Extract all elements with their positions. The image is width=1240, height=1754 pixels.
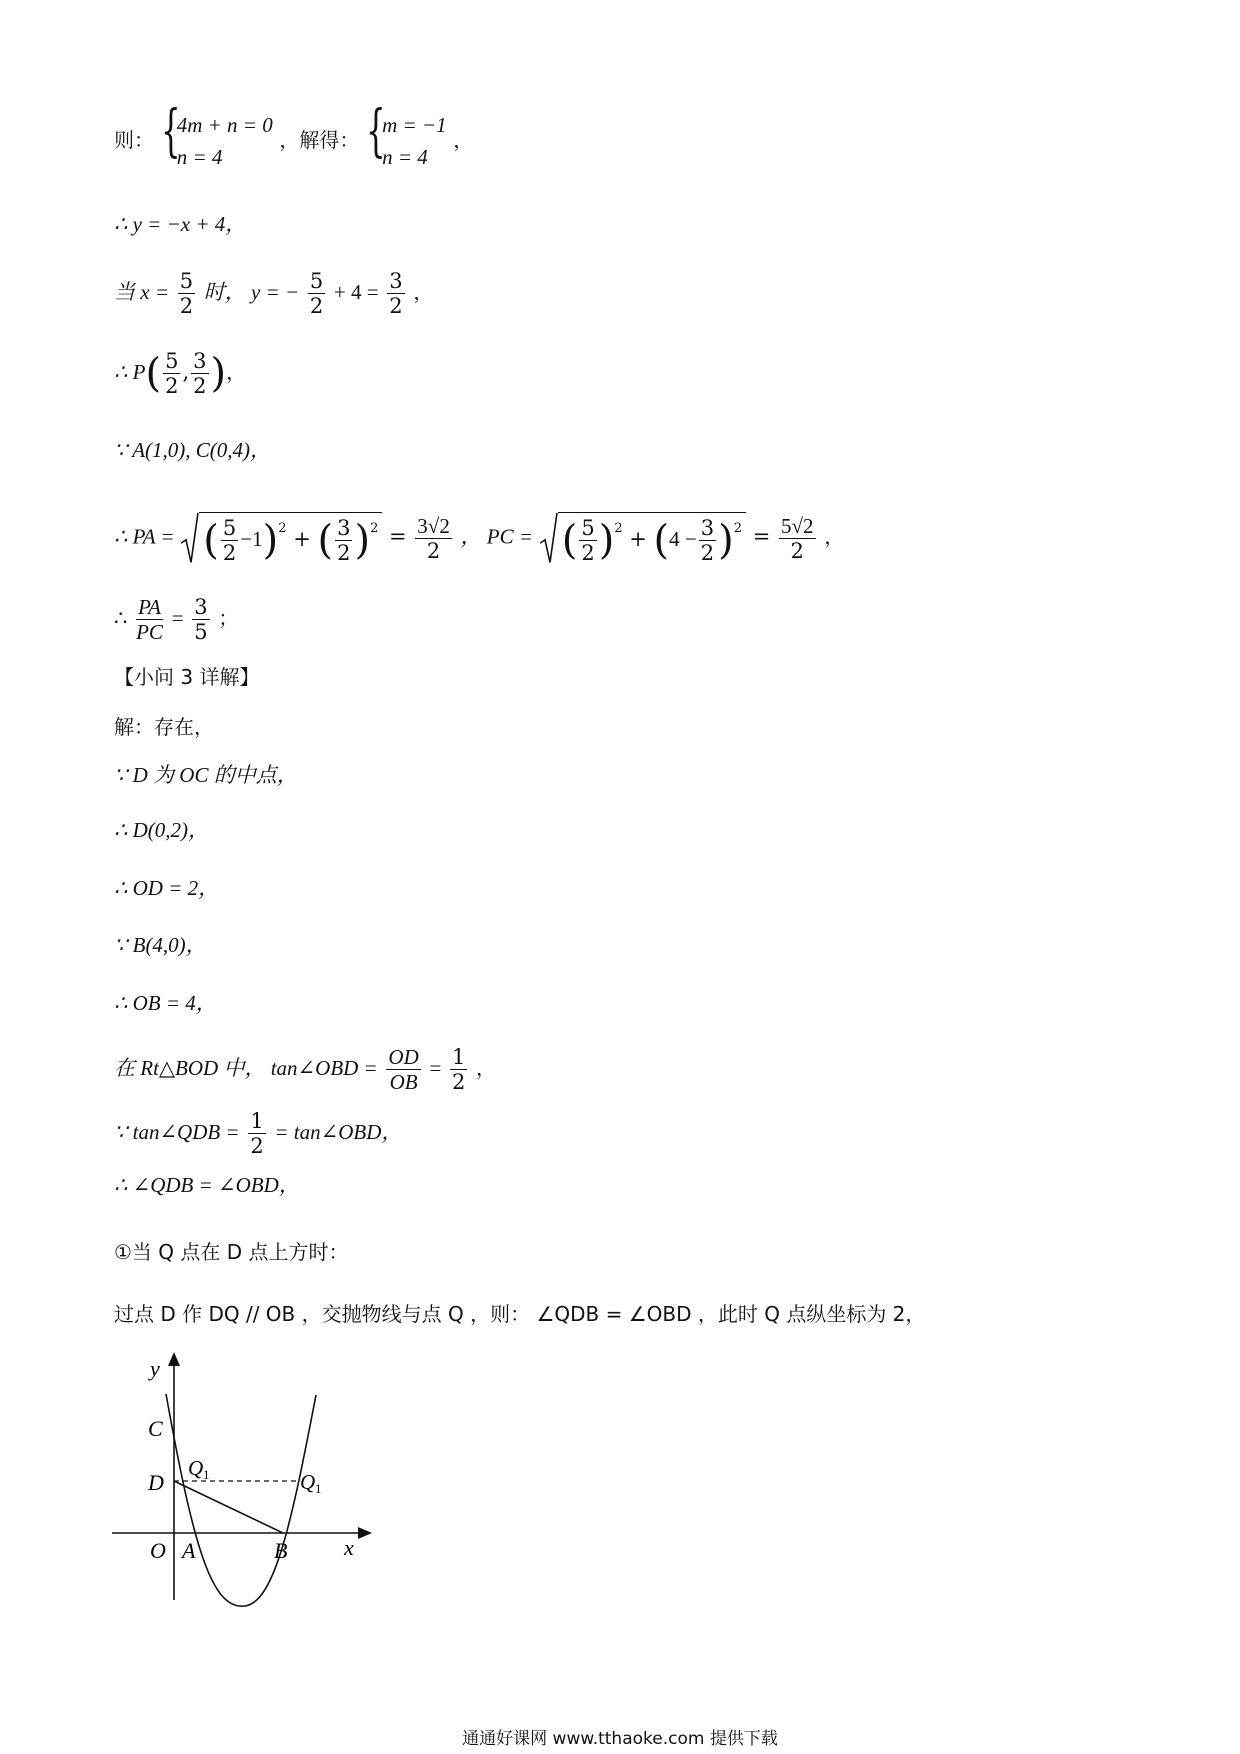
fraction	[699, 517, 716, 564]
numerator: 5√2	[780, 513, 814, 538]
line-ratio	[114, 596, 238, 643]
text: 时， y = −	[203, 280, 300, 305]
label-q1-right-sub: 1	[315, 1481, 322, 1496]
parabola-figure	[100, 1350, 380, 1630]
line-angle-equal: ∴ ∠QDB = ∠OBD，	[114, 1173, 300, 1197]
label-q1-left-sub: 1	[203, 1467, 210, 1482]
fraction	[221, 517, 238, 564]
fraction	[335, 517, 352, 564]
fraction	[136, 596, 163, 643]
punct: ，	[453, 128, 474, 152]
label-q1-right: Q	[300, 1470, 316, 1494]
text: =	[429, 1056, 442, 1081]
numerator: OD	[388, 1045, 419, 1069]
solution-row: m = −1	[382, 113, 447, 137]
text: 当 x =	[114, 280, 169, 305]
section-heading: 【小问 3 详解】	[114, 665, 260, 689]
line-pa-pc: ∴ PA = ( $\frac{5}{2}$ −1)$^2$ + ( $\frac{3}{2}$ )$^2$ = $\frac{3√2}{2}$ ， PC = ( $\frac{5}{2}$ )$^2$ + (4 − $\frac{3}{2}$ )$^2$ = $\frac{5√2}{2}$ ，	[114, 513, 845, 566]
text: ， PC =	[460, 524, 534, 549]
line-points-ac: ∵ A(1,0), C(0,4)，	[114, 438, 272, 462]
line-solution-exists: 解：存在，	[114, 715, 214, 739]
radical: ( $\frac{5}{2}$ )$^2$ + (4 − $\frac{3}{2}$ )$^2$	[540, 512, 746, 564]
text-then: 则：	[114, 128, 154, 152]
denominator: 2	[451, 1070, 466, 1095]
numerator: 5	[309, 269, 324, 293]
numerator: 5	[222, 516, 237, 540]
denominator: 2	[790, 538, 804, 563]
numerator: 3√2	[417, 513, 450, 538]
numerator: 5	[581, 516, 595, 540]
page-footer: 通通好课网 www.tthaoke.com 提供下载	[462, 1729, 778, 1749]
fraction	[387, 270, 404, 317]
punct: ，	[413, 280, 434, 305]
denominator: 2	[250, 1134, 264, 1159]
text: −1	[240, 527, 263, 552]
denominator: 2	[193, 374, 207, 399]
numerator: 3	[194, 595, 208, 619]
line-od: ∴ OD = 2，	[114, 876, 220, 900]
equation-system: { 4m + n = 0 n = 4	[161, 110, 273, 173]
line-d-midpoint: ∵ D 为 OC 的中点，	[114, 763, 298, 787]
fraction	[450, 1046, 467, 1093]
denominator: 2	[309, 294, 324, 319]
fraction	[178, 270, 195, 317]
text: ∵ tan∠QDB =	[114, 1120, 240, 1145]
text-solve: ，解得：	[279, 128, 360, 152]
numerator: 5	[179, 269, 194, 293]
line-tan-qdb	[114, 1110, 402, 1157]
label-q1-left: Q	[188, 1456, 204, 1480]
parabola-curve	[166, 1394, 316, 1606]
text: 在 Rt△BOD 中， tan∠OBD =	[114, 1056, 378, 1081]
punct: ，	[226, 360, 247, 385]
denominator: 2	[222, 541, 237, 566]
label-b: B	[274, 1538, 288, 1563]
label-x: x	[344, 1535, 354, 1560]
line-when-x	[114, 270, 433, 317]
punct: ，	[824, 524, 845, 549]
denominator: 2	[581, 541, 595, 566]
text: 4 −	[669, 527, 697, 552]
numerator: 3	[193, 349, 207, 373]
fraction	[579, 517, 596, 564]
denominator: 2	[179, 294, 194, 319]
numerator: 5	[165, 349, 179, 373]
text: ∴ PA =	[114, 524, 175, 549]
fraction	[415, 515, 452, 562]
label-c: C	[148, 1416, 163, 1441]
denominator: 2	[389, 294, 403, 319]
fraction	[308, 270, 325, 317]
label-y: y	[150, 1356, 160, 1381]
punct: ，	[476, 1056, 497, 1081]
y-axis-arrow-icon	[168, 1352, 180, 1366]
denominator: 2	[337, 541, 351, 566]
denominator: 2	[165, 374, 179, 399]
numerator: 3	[389, 269, 403, 293]
text: ∴	[114, 606, 128, 631]
numerator: 1	[250, 1109, 264, 1133]
denominator: 2	[426, 538, 441, 563]
text: =	[171, 606, 184, 631]
denominator: 2	[700, 541, 715, 566]
text: + 4 =	[333, 280, 379, 305]
fraction	[192, 596, 209, 643]
fraction	[163, 350, 180, 397]
line-case-one: ①当 Q 点在 D 点上方时：	[114, 1240, 349, 1264]
denominator: 5	[194, 620, 208, 645]
line-y-equation: ∴ y = −x + 4，	[114, 212, 247, 236]
equation-row: 4m + n = 0	[176, 113, 273, 137]
line-d-coords: ∴ D(0,2)，	[114, 818, 210, 842]
numerator: 1	[451, 1045, 466, 1069]
solution-system: { m = −1 n = 4	[366, 110, 447, 173]
numerator: PA	[138, 595, 162, 619]
label-o: O	[150, 1538, 166, 1563]
equation-system-line	[114, 99, 474, 173]
denominator: PC	[136, 620, 163, 645]
radical: ( $\frac{5}{2}$ −1)$^2$ + ( $\frac{3}{2}$ )$^2$	[181, 512, 382, 564]
solution-row: n = 4	[382, 144, 428, 169]
line-construct-dq: 过点 D 作 DQ // OB ，交抛物线与点 Q ，则： ∠QDB = ∠OBD ，此时 Q 点纵坐标为 2，	[114, 1302, 926, 1326]
fraction	[248, 1110, 265, 1157]
punct: ；	[218, 606, 239, 631]
line-b-coords: ∵ B(4,0)，	[114, 933, 207, 957]
x-axis-arrow-icon	[358, 1527, 372, 1539]
label-d: D	[148, 1470, 164, 1495]
text: ∴ P	[114, 360, 146, 385]
label-a: A	[182, 1538, 196, 1563]
text: = tan∠OBD，	[274, 1120, 403, 1145]
line-tan-obd	[114, 1046, 496, 1093]
fraction	[191, 350, 208, 397]
fraction	[779, 515, 816, 562]
line-ob: ∴ OB = 4，	[114, 991, 217, 1015]
segment-db	[174, 1481, 283, 1533]
line-point-p: ∴ P( $\frac{5}{2}$ , $\frac{3}{2}$ )，	[114, 349, 247, 399]
numerator: 3	[337, 516, 351, 540]
numerator: 3	[700, 516, 715, 540]
equation-row: n = 4	[176, 144, 223, 169]
fraction	[386, 1046, 420, 1093]
denominator: OB	[389, 1070, 418, 1095]
